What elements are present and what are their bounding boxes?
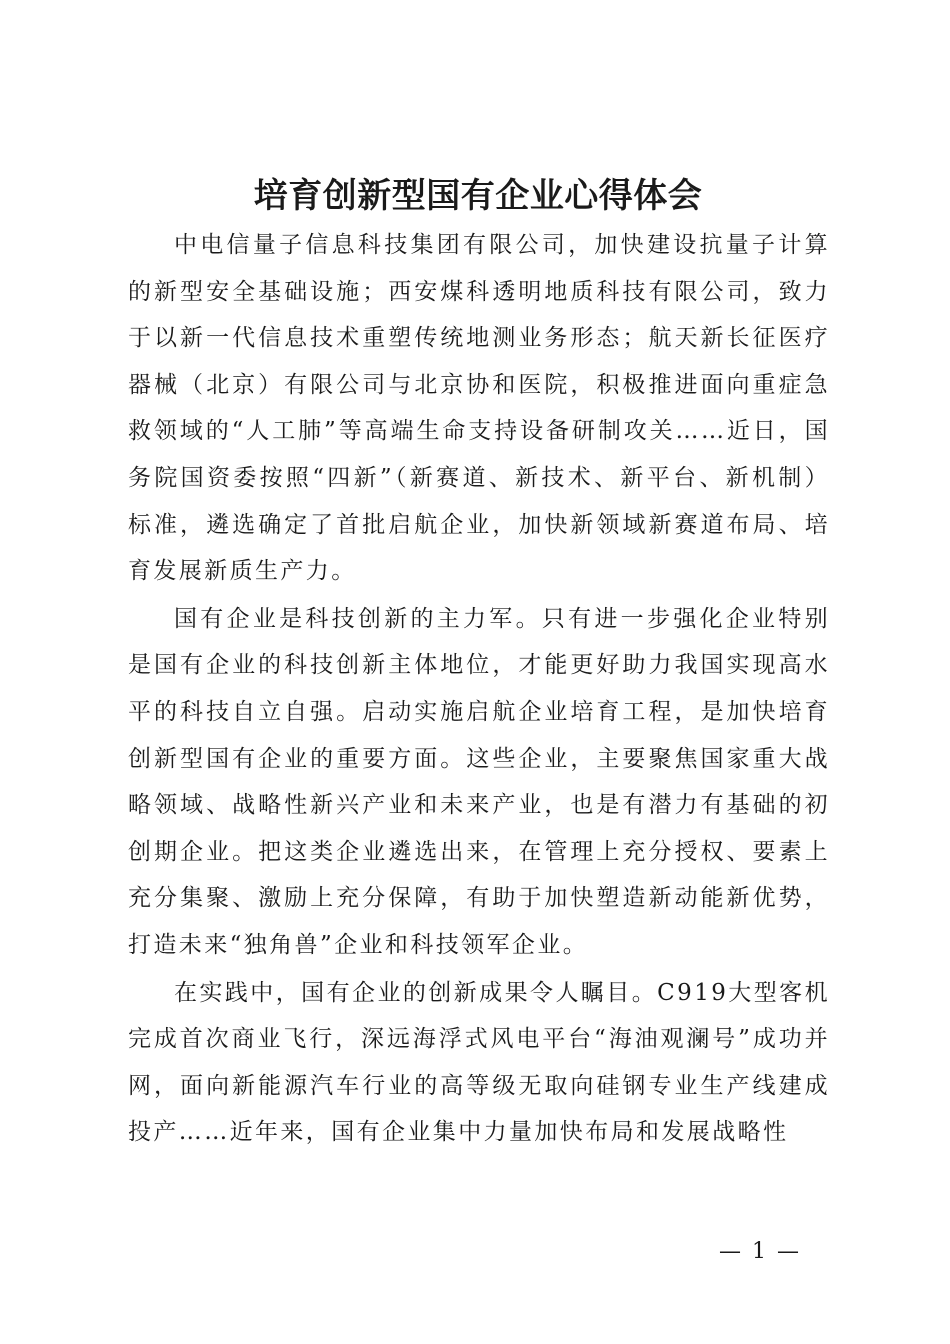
paragraph-1: 中电信量子信息科技集团有限公司，加快建设抗量子计算的新型安全基础设施；西安煤科透明地质科技有限公司，致力于以新一代信息技术重塑传统地测业务形态；航天新长征医疗器械（北京）有限公司与北京协和医院，积极推进面向重症急救领域的“人工肺”等高端生命支持设备研制攻关……近日，国务院国资委按照“四新”（新赛道、新技术、新平台、新机制）标准，遴选确定了首批启航企业，加快新领域新赛道布局、培育发展新质生产力。 xyxy=(128,232,830,585)
document-title: 培育创新型国有企业心得体会 xyxy=(253,176,703,216)
document-body xyxy=(128,222,830,1157)
paragraph-3: 在实践中，国有企业的创新成果令人瞩目。C919大型客机完成首次商业飞行，深远海浮式风电平台“海油观澜号”成功并网，面向新能源汽车行业的高等级无取向硅钢专业生产线建成投产……近年来，国有企业集中力量加快布局和发展战略性 xyxy=(128,979,830,1146)
paragraph-2: 国有企业是科技创新的主力军。只有进一步强化企业特别是国有企业的科技创新主体地位，才能更好助力我国实现高水平的科技自立自强。启动实施启航企业培育工程，是加快培育创新型国有企业的重要方面。这些企业，主要聚焦国家重大战略领域、战略性新兴产业和未来产业，也是有潜力有基础的初创期企业。把这类企业遴选出来，在管理上充分授权、要素上充分集聚、激励上充分保障，有助于加快塑造新动能新优势，打造未来“独角兽”企业和科技领军企业。 xyxy=(128,605,830,958)
page-number: — 1 — xyxy=(719,1239,801,1264)
